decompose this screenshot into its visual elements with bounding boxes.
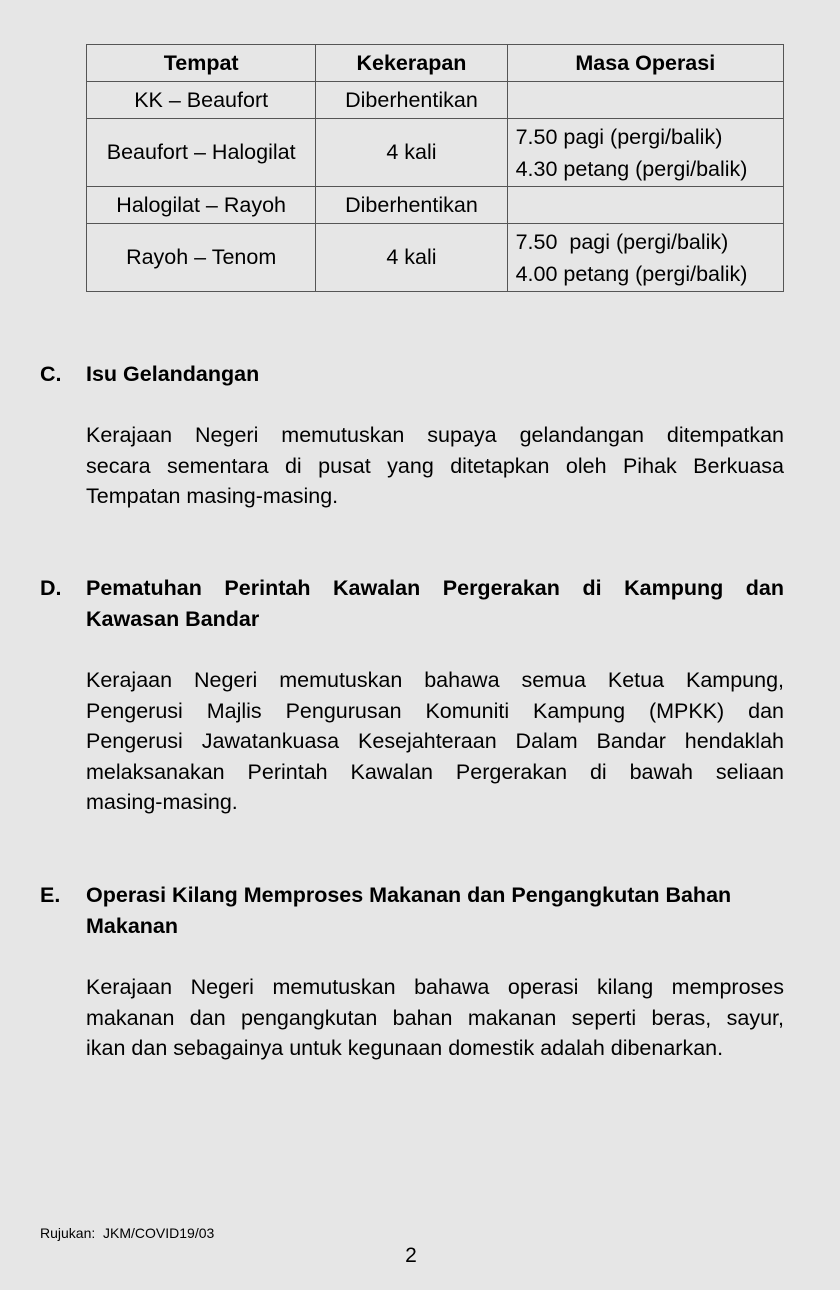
cell-place: Beaufort – Halogilat	[87, 119, 316, 187]
header-tempat: Tempat	[87, 45, 316, 82]
section-letter: D.	[40, 576, 62, 600]
body-line: Kerajaan Negeri memutuskan bahawa semua Ketua Kampung,	[86, 668, 784, 692]
section-c	[40, 359, 784, 512]
cell-times	[507, 119, 783, 187]
cell-frequency: 4 kali	[316, 119, 507, 187]
cell-times	[507, 82, 783, 119]
cell-place: KK – Beaufort	[87, 82, 316, 119]
body-line: ikan dan sebagainya untuk kegunaan domestik adalah dibenarkan.	[86, 1036, 724, 1061]
section-heading	[40, 573, 784, 635]
section-body	[86, 972, 784, 1064]
table-row	[87, 119, 784, 187]
table-row	[87, 187, 784, 224]
table-row	[87, 82, 784, 119]
body-line: Pengerusi Jawatankuasa Kesejahteraan Dalam Bandar hendaklah	[86, 729, 784, 754]
body-line: Kerajaan Negeri memutuskan bahawa operasi kilang memproses	[86, 975, 784, 999]
time-line: 7.50 pagi (pergi/balik)	[515, 229, 729, 254]
cell-frequency: 4 kali	[316, 224, 507, 292]
cell-times	[507, 224, 783, 292]
title-line: Operasi Kilang Memproses Makanan dan Pengangkutan Bahan	[86, 883, 732, 907]
body-line: makanan dan pengangkutan bahan makanan seperti beras, sayur,	[86, 1005, 784, 1030]
body-line: Pengerusi Majlis Pengurusan Komuniti Kampung (MPKK) dan	[86, 698, 784, 723]
time-line: 4.30 petang (pergi/balik)	[515, 156, 748, 181]
table-header-row	[87, 45, 784, 82]
title-line: Kawasan Bandar	[86, 607, 260, 631]
time-line: 7.50 pagi (pergi/balik)	[515, 124, 723, 149]
body-line: secara sementara di pusat yang ditetapkan oleh Pihak Berkuasa	[86, 453, 784, 478]
cell-times	[507, 187, 783, 224]
title-line: Makanan	[86, 914, 179, 938]
table-row	[87, 224, 784, 292]
transport-schedule-table	[86, 44, 784, 292]
section-letter: C.	[40, 362, 62, 386]
section-letter: E.	[40, 883, 61, 907]
body-line: melaksanakan Perintah Kawalan Pergerakan di bawah seliaan	[86, 759, 784, 784]
section-e	[40, 880, 784, 1064]
title-line: Pematuhan Perintah Kawalan Pergerakan di Kampung dan	[86, 576, 784, 600]
time-line: 4.00 petang (pergi/balik)	[515, 261, 748, 286]
body-line: Tempatan masing-masing.	[86, 484, 339, 509]
section-d	[40, 573, 784, 818]
cell-frequency: Diberhentikan	[316, 187, 507, 224]
section-body	[86, 420, 784, 512]
cell-place: Halogilat – Rayoh	[87, 187, 316, 224]
section-title: Isu Gelandangan	[86, 362, 260, 386]
section-heading	[40, 359, 784, 390]
section-heading	[40, 880, 784, 942]
page-number: 2	[405, 1244, 417, 1267]
header-masa-operasi: Masa Operasi	[507, 45, 783, 82]
header-kekerapan: Kekerapan	[316, 45, 507, 82]
reference-note: Rujukan: JKM/COVID19/03	[40, 1225, 215, 1241]
cell-frequency: Diberhentikan	[316, 82, 507, 119]
body-line: Kerajaan Negeri memutuskan supaya gelandangan ditempatkan	[86, 423, 784, 447]
section-body	[86, 665, 784, 818]
section-title	[86, 573, 784, 635]
body-line: masing-masing.	[86, 790, 238, 815]
cell-place: Rayoh – Tenom	[87, 224, 316, 292]
section-title	[86, 880, 784, 942]
